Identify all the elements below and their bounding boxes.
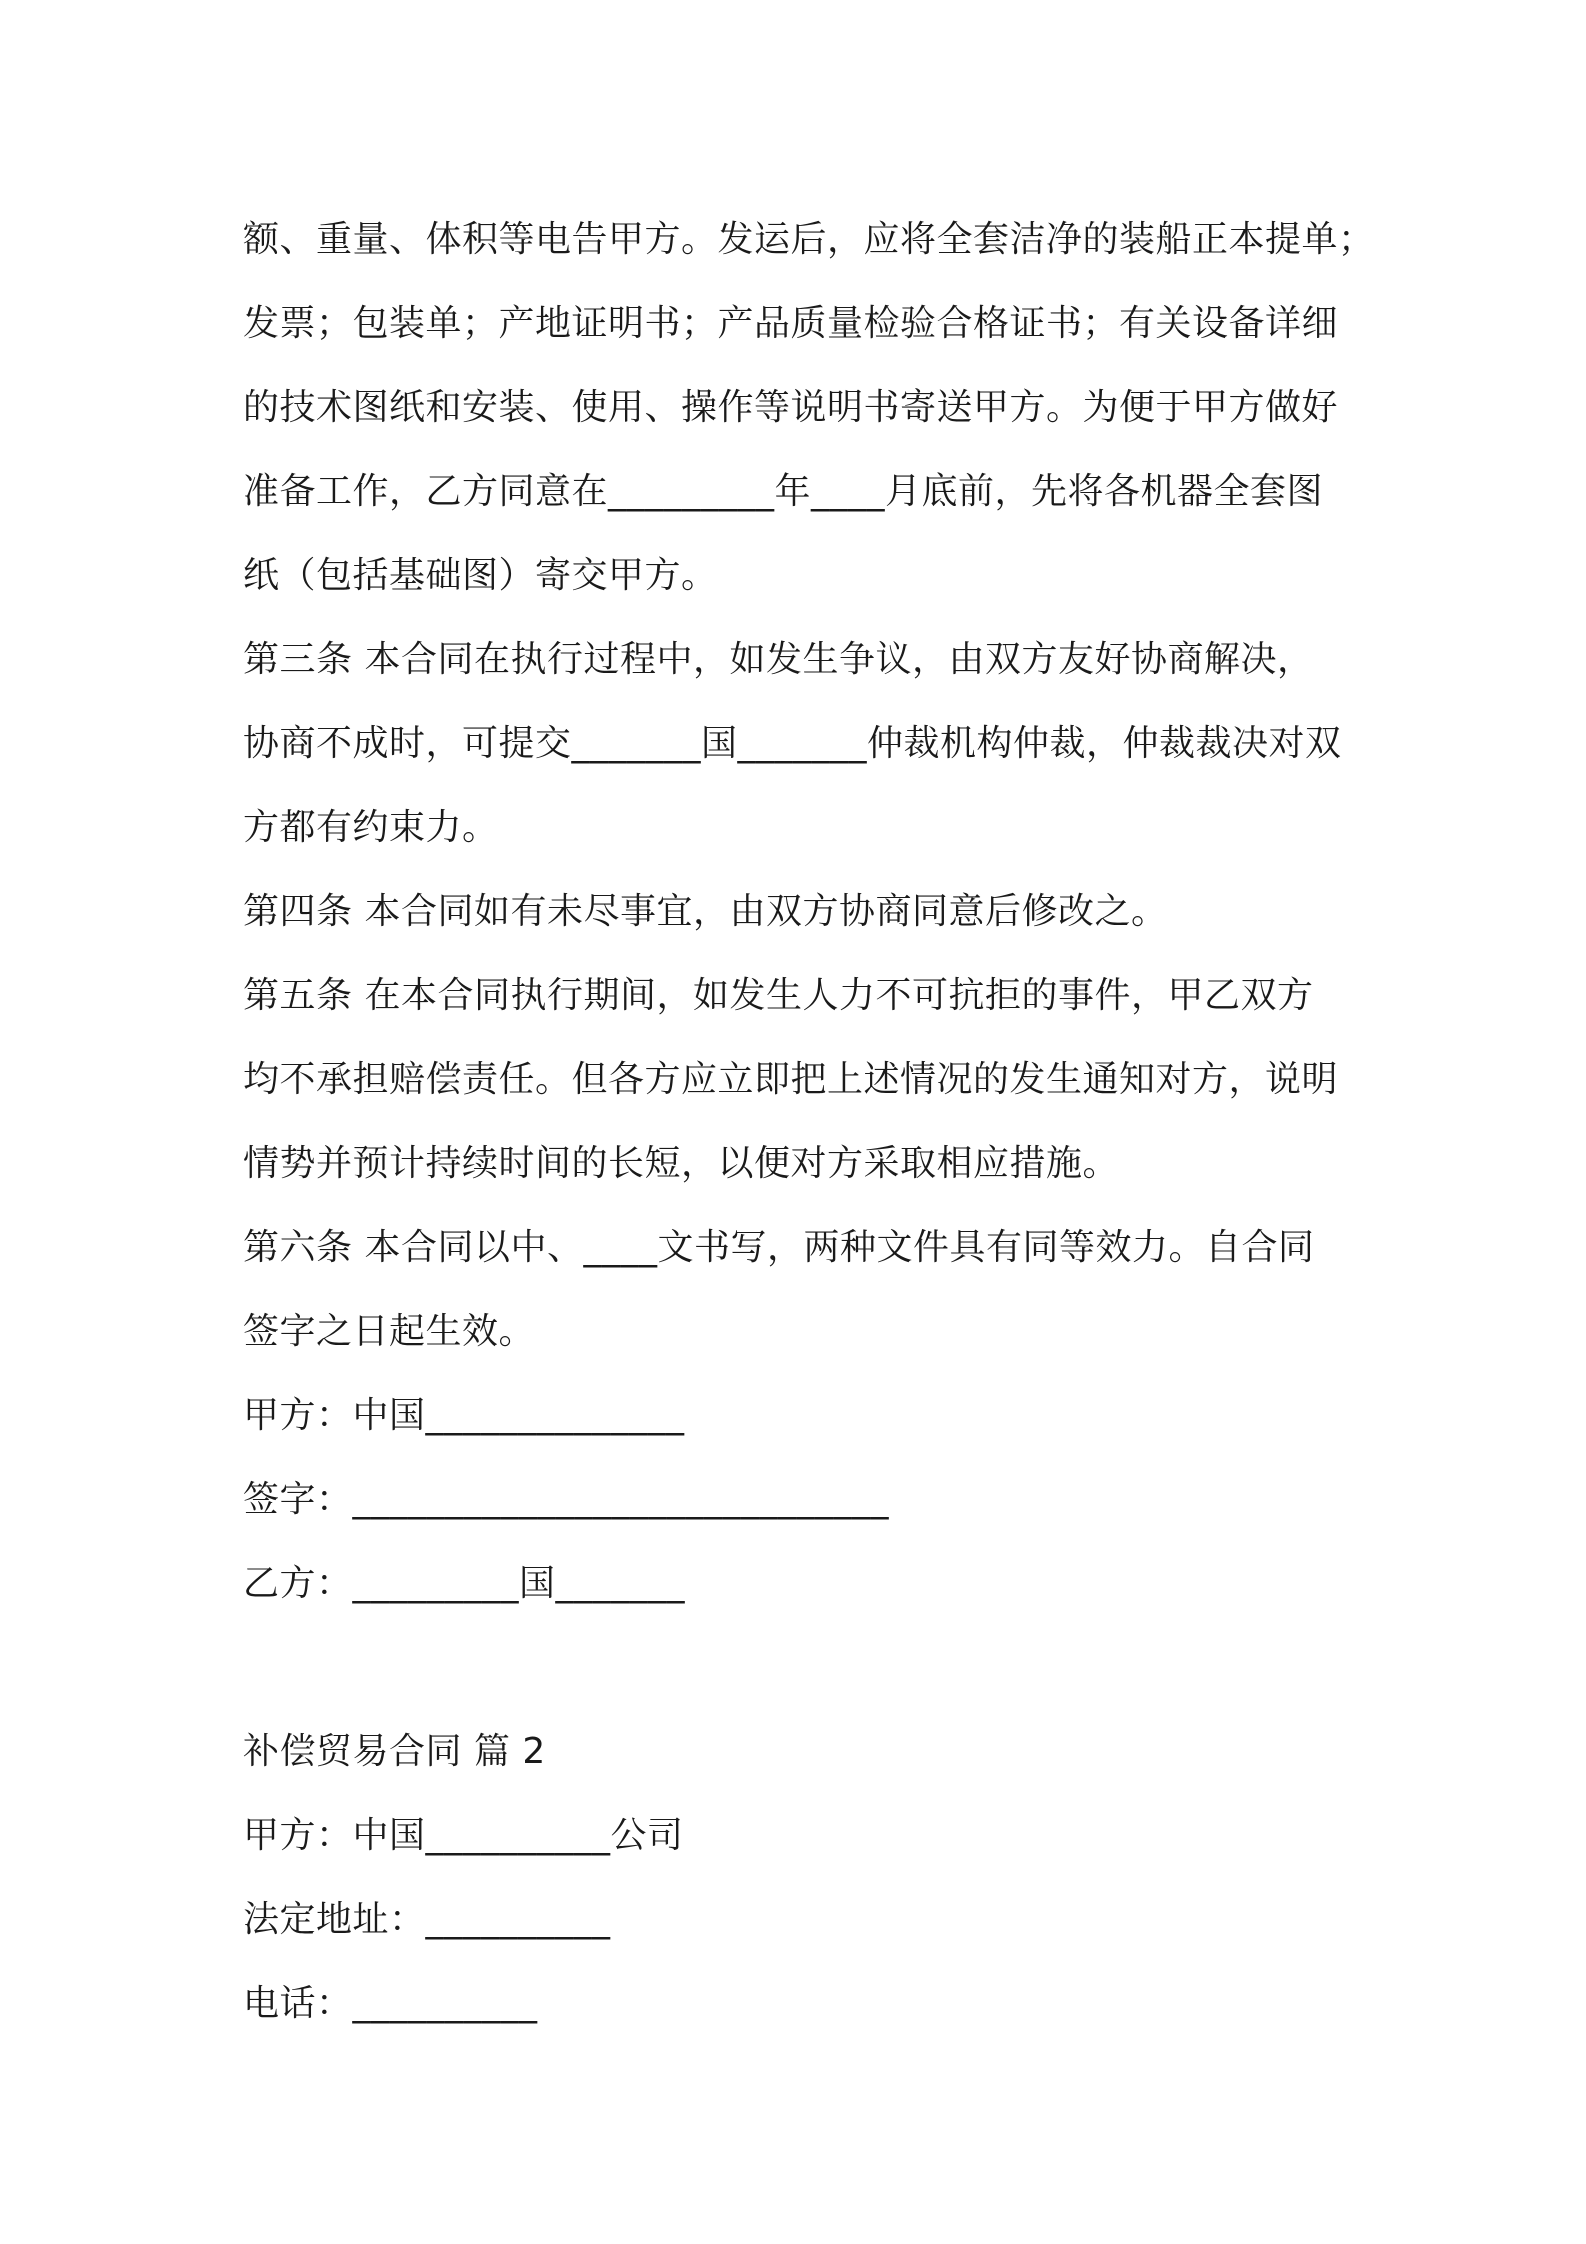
text-line: 方都有约束力。 [243, 807, 499, 848]
text-line: 均不承担赔偿责任。但各方应立即把上述情况的发生通知对方，说明 [243, 1059, 1339, 1100]
party-a-line: 甲方：中国__________公司 [243, 1815, 684, 1856]
section-title: 补偿贸易合同 篇 2 [243, 1731, 546, 1772]
text-line: 情势并预计持续时间的长短，以便对方采取相应措施。 [243, 1143, 1120, 1184]
party-b-signature-line: 乙方：_________国_______ [243, 1563, 686, 1604]
text-line: 协商不成时，可提交_______国_______仲裁机构仲裁，仲裁裁决对双 [243, 723, 1342, 764]
article-5: 第五条 在本合同执行期间，如发生人力不可抗拒的事件，甲乙双方 [243, 975, 1314, 1016]
party-a-signature-line: 甲方：中国______________ [243, 1395, 685, 1436]
legal-address-line: 法定地址：__________ [243, 1899, 611, 1940]
text-line: 的技术图纸和安装、使用、操作等说明书寄送甲方。为便于甲方做好 [243, 387, 1339, 428]
article-6: 第六条 本合同以中、____文书写，两种文件具有同等效力。自合同 [243, 1227, 1315, 1268]
text-line: 额、重量、体积等电告甲方。发运后，应将全套洁净的装船正本提单； [243, 219, 1375, 260]
article-4: 第四条 本合同如有未尽事宜，由双方协商同意后修改之。 [243, 891, 1168, 932]
phone-line: 电话：__________ [243, 1983, 538, 2024]
section-gap [243, 1626, 1363, 1710]
document-body [243, 198, 1375, 2046]
text-line: 纸（包括基础图）寄交甲方。 [243, 555, 718, 596]
text-line: 发票；包装单；产地证明书；产品质量检验合格证书；有关设备详细 [243, 303, 1339, 344]
text-line: 签字之日起生效。 [243, 1311, 536, 1352]
text-line: 准备工作，乙方同意在_________年____月底前，先将各机器全套图 [243, 471, 1324, 512]
signature-line: 签字：_____________________________ [243, 1479, 890, 1520]
article-3: 第三条 本合同在执行过程中，如发生争议，由双方友好协商解决， [243, 639, 1314, 680]
